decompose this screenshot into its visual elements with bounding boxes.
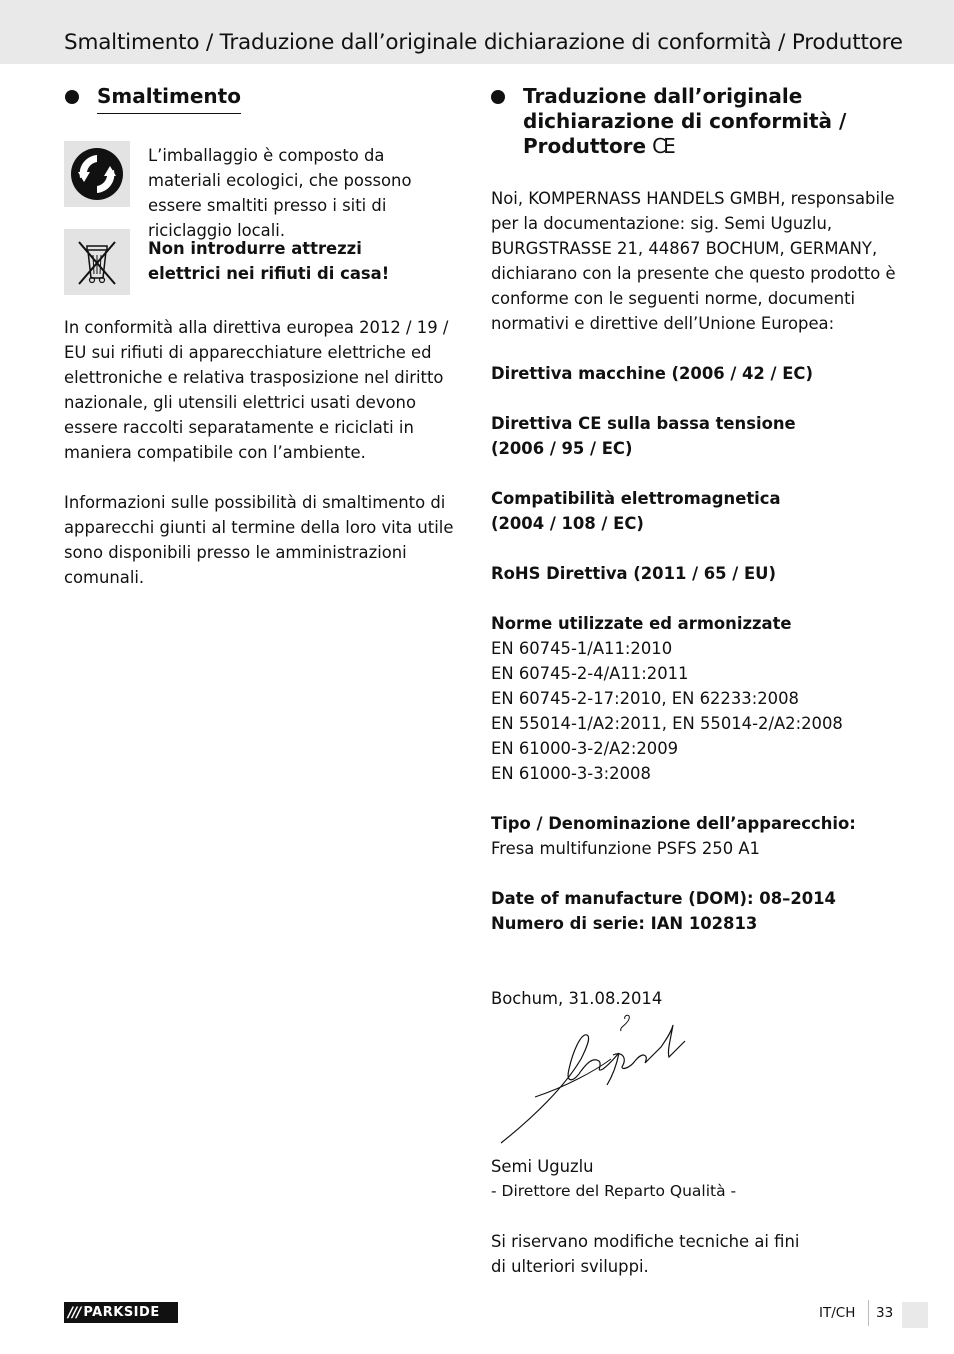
- date-of-manufacture: Date of manufacture (DOM): 08–2014: [491, 889, 836, 908]
- page-tab-marker: [902, 1302, 928, 1328]
- right-column: [491, 84, 901, 1279]
- standard-item: EN 61000-3-3:2008: [491, 764, 651, 783]
- bullet-icon: [65, 90, 79, 104]
- directive-emc-line-1: Compatibilità elettromagnetica: [491, 489, 781, 508]
- language-code: IT/CH: [819, 1305, 856, 1321]
- directive-emc-line-2: (2004 / 108 / EC): [491, 514, 644, 533]
- device-type-label: Tipo / Denominazione dell’apparecchio:: [491, 814, 856, 833]
- directive-rohs: RoHS Direttiva (2011 / 65 / EU): [491, 564, 776, 583]
- disposal-info-paragraph: Informazioni sulle possibilità di smaltimento di apparecchi giunti al termine della loro vita utile sono disponibili presso le amministrazioni comunali.: [64, 493, 454, 587]
- ce-mark: CE: [652, 134, 673, 158]
- left-column: [64, 84, 464, 590]
- serial-number: Numero di serie: IAN 102813: [491, 914, 758, 933]
- packaging-text: L’imballaggio è composto da materiali ecologici, che possono essere smaltiti presso i siti di riciclaggio locali.: [148, 146, 412, 240]
- standard-item: EN 60745-2-4/A11:2011: [491, 664, 689, 683]
- declaration-intro: Noi, KOMPERNASS HANDELS GMBH, responsabile per la documentazione: sig. Semi Uguzlu, BURGSTRASSE 21, 44867 BOCHUM, GERMANY, dichiarano con la presente che questo prodotto è conforme con le seguenti norme, documenti normativi e direttive dell’Unione Europea:: [491, 189, 896, 333]
- footer-divider: [868, 1300, 869, 1326]
- weee-warning-line-2: elettrici nei rifiuti di casa!: [148, 264, 390, 283]
- crossed-out-bin-icon: [64, 229, 130, 295]
- standard-item: EN 55014-1/A2:2011, EN 55014-2/A2:2008: [491, 714, 843, 733]
- weee-directive-paragraph: In conformità alla direttiva europea 2012 / 19 / EU sui rifiuti di apparecchiature elettriche ed elettroniche e relativa trasposizione nel diritto nazionale, gli utensili elettrici usati devono essere raccolti separatamente e riciclati in maniera compatibile con l’ambiente.: [64, 318, 449, 462]
- signer-name: Semi Uguzlu: [491, 1157, 594, 1176]
- directive-low-voltage-line-2: (2006 / 95 / EC): [491, 439, 633, 458]
- place-and-date: Bochum, 31.08.2014: [491, 989, 663, 1008]
- parkside-logo: /// PARKSIDE: [64, 1302, 178, 1323]
- standards-title: Norme utilizzate ed armonizzate: [491, 614, 792, 633]
- page-number: 33: [876, 1305, 894, 1321]
- section-heading-disposal: Smaltimento: [64, 84, 464, 114]
- technical-changes-note: Si riservano modifiche tecniche ai fini di ulteriori sviluppi.: [491, 1232, 800, 1276]
- standard-item: EN 60745-2-17:2010, EN 62233:2008: [491, 689, 799, 708]
- standard-item: EN 60745-1/A11:2010: [491, 639, 673, 658]
- bullet-icon: [491, 90, 505, 104]
- packaging-row: [64, 141, 464, 240]
- directive-low-voltage-line-1: Direttiva CE sulla bassa tensione: [491, 414, 796, 433]
- directive-machines: Direttiva macchine (2006 / 42 / EC): [491, 364, 813, 383]
- green-dot-recycling-icon: [64, 141, 130, 207]
- device-type-value: Fresa multifunzione PSFS 250 A1: [491, 839, 760, 858]
- section-heading-declaration: Traduzione dall’originale dichiarazione di conformità / Produttore CE: [490, 84, 883, 159]
- weee-row: [64, 229, 464, 295]
- weee-warning-line-1: Non introdurre attrezzi: [148, 239, 362, 258]
- standard-item: EN 61000-3-2/A2:2009: [491, 739, 679, 758]
- handwritten-signature: [495, 1011, 715, 1151]
- signer-role: - Direttore del Reparto Qualità -: [491, 1182, 737, 1200]
- page-title: Smaltimento / Traduzione dall’originale dichiarazione di conformità / Produttore: [64, 30, 903, 55]
